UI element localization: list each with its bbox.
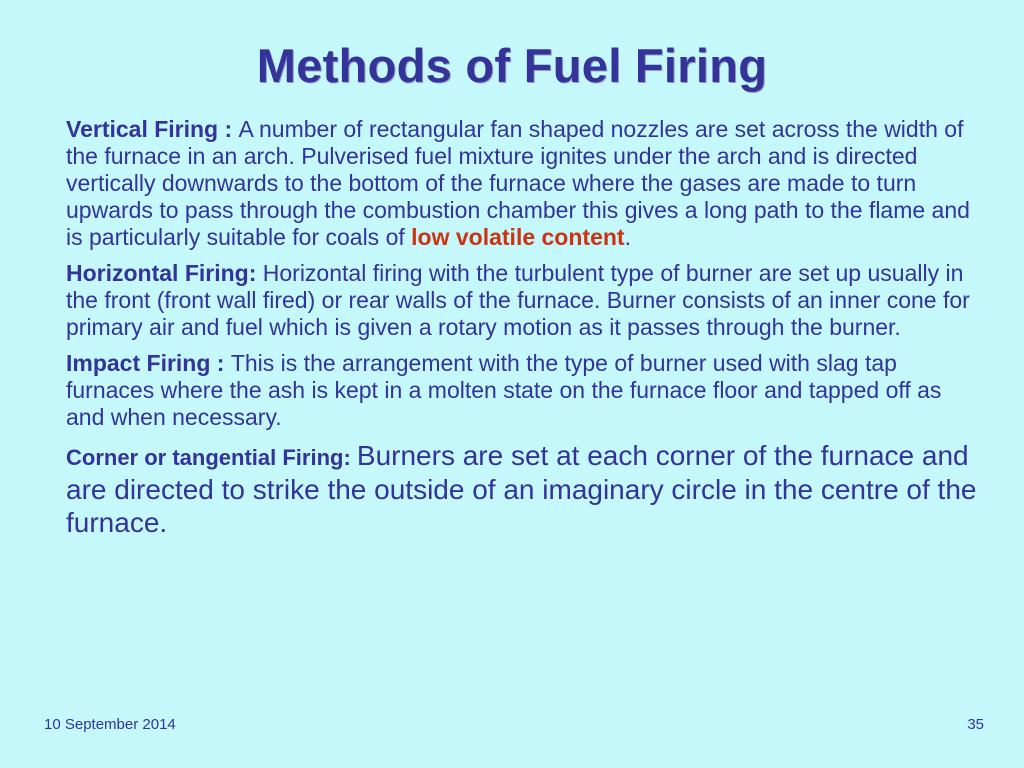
- impact-firing-paragraph: [66, 350, 986, 431]
- tangential-firing-heading: Corner or tangential Firing:: [66, 445, 357, 470]
- page-number: 35: [967, 716, 984, 733]
- impact-firing-heading: Impact Firing :: [66, 350, 231, 376]
- vertical-firing-text: A number of rectangular fan shaped nozzles are set across the width of the furnace in an arch. Pulverised fuel mixture ignites under the arch and is directed vertically downwards to the bottom of the furnace where the gases are made to turn upwards to pass through the combustion chamber this gives a long path to the flame and is particularly suitable for coals of: [66, 116, 970, 250]
- horizontal-firing-heading: Horizontal Firing:: [66, 260, 263, 286]
- slide-title: Methods of Fuel Firing: [256, 39, 768, 92]
- footer-date: 10 September 2014: [44, 716, 176, 733]
- vertical-firing-paragraph: [66, 116, 986, 251]
- horizontal-firing-text: Horizontal firing with the turbulent type of burner are set up usually in the front (front wall fired) or rear walls of the furnace. Burner consists of an inner cone for primary air and fuel which is given a rotary motion as it passes through the burner.: [66, 260, 970, 340]
- slide-content: [66, 116, 986, 549]
- horizontal-firing-paragraph: [66, 260, 986, 341]
- tangential-firing-text: Burners are set at each corner of the furnace and are directed to strike the outside of an imaginary circle in the centre of the furnace.: [66, 440, 977, 538]
- vertical-firing-heading: Vertical Firing :: [66, 116, 239, 142]
- tangential-firing-paragraph: [66, 440, 986, 540]
- impact-firing-text: This is the arrangement with the type of burner used with slag tap furnaces where the ash is kept in a molten state on the furnace floor and tapped off as and when necessary.: [66, 350, 942, 430]
- vertical-firing-trailing: .: [624, 224, 631, 250]
- low-volatile-highlight: low volatile content: [411, 224, 625, 250]
